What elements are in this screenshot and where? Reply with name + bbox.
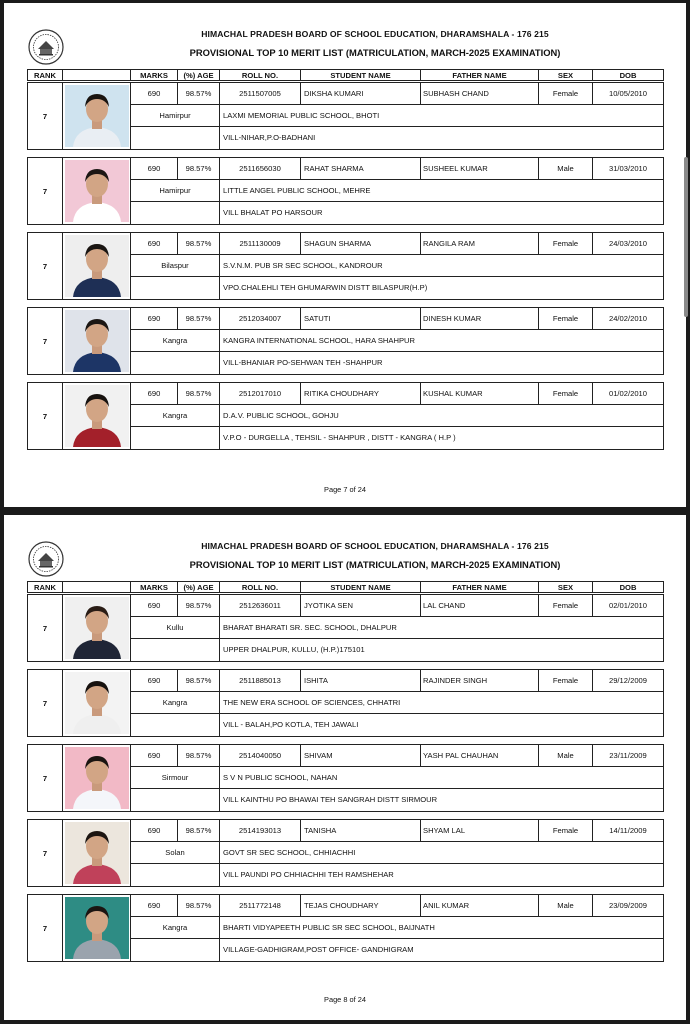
empty-cell <box>131 939 220 961</box>
student-address: VILLAGE-GADHIGRAM,POST OFFICE- GANDHIGRAM <box>223 945 414 954</box>
school-name: GOVT SR SEC SCHOOL, CHHIACHHI <box>220 842 663 864</box>
student-photo <box>63 308 131 374</box>
student-photo <box>63 595 131 661</box>
dob-value: 02/01/2010 <box>593 595 663 617</box>
sex-value: Male <box>539 895 593 917</box>
merit-list-title: PROVISIONAL TOP 10 MERIT LIST (MATRICULATION, MARCH-2025 EXAMINATION) <box>189 47 561 58</box>
student-record <box>27 232 664 300</box>
student-record <box>27 594 664 662</box>
student-photo <box>63 820 131 886</box>
student-name: ISHITA <box>301 670 421 692</box>
school-name: LAXMI MEMORIAL PUBLIC SCHOOL, BHOTI <box>220 105 663 127</box>
sex-value: Female <box>539 670 593 692</box>
hpbose-emblem-icon <box>28 541 64 577</box>
father-name: LAL CHAND <box>421 595 539 617</box>
col-father: FATHER NAME <box>421 582 539 593</box>
col-roll: ROLL NO. <box>220 582 301 593</box>
col-percent: (%) AGE <box>178 582 220 593</box>
pdf-page-8 <box>4 515 686 1020</box>
student-address: VPO.CHALEHLI TEH GHUMARWIN DISTT BILASPUR(H.P) <box>223 283 428 292</box>
percent-value: 98.57% <box>178 820 220 842</box>
marks-value: 690 <box>131 820 178 842</box>
student-photo-image <box>65 897 129 959</box>
student-photo <box>63 233 131 299</box>
student-record <box>27 819 664 887</box>
student-record <box>27 669 664 737</box>
percent-value: 98.57% <box>178 158 220 180</box>
merit-list-title: PROVISIONAL TOP 10 MERIT LIST (MATRICULATION, MARCH-2025 EXAMINATION) <box>189 559 561 570</box>
sex-value: Female <box>539 308 593 330</box>
column-headers <box>27 69 664 81</box>
empty-cell <box>131 864 220 886</box>
col-marks: MARKS <box>131 582 178 593</box>
father-name: YASH PAL CHAUHAN <box>421 745 539 767</box>
student-record <box>27 157 664 225</box>
rank-value: 7 <box>28 233 63 299</box>
student-name: DIKSHA KUMARI <box>301 83 421 105</box>
school-name: S V N PUBLIC SCHOOL, NAHAN <box>220 767 663 789</box>
rank-value: 7 <box>28 820 63 886</box>
student-name: JYOTIKA SEN <box>301 595 421 617</box>
col-rank: RANK <box>28 582 63 593</box>
district-value: Kullu <box>131 617 220 639</box>
col-name: STUDENT NAME <box>301 582 421 593</box>
dob-value: 24/03/2010 <box>593 233 663 255</box>
rank-value: 7 <box>28 158 63 224</box>
empty-cell <box>131 352 220 374</box>
empty-cell <box>131 639 220 661</box>
rank-value: 7 <box>28 745 63 811</box>
sex-value: Female <box>539 83 593 105</box>
roll-number: 2512636011 <box>220 595 301 617</box>
col-name: STUDENT NAME <box>301 70 421 81</box>
school-name: D.A.V. PUBLIC SCHOOL, GOHJU <box>220 405 663 427</box>
district-value: Kangra <box>131 405 220 427</box>
roll-number: 2512017010 <box>220 383 301 405</box>
roll-number: 2511885013 <box>220 670 301 692</box>
student-name: RAHAT SHARMA <box>301 158 421 180</box>
col-dob: DOB <box>619 583 637 592</box>
col-rank: RANK <box>28 70 63 81</box>
roll-number: 2511507005 <box>220 83 301 105</box>
student-address: VILL PAUNDI PO CHHIACHHI TEH RAMSHEHAR <box>223 870 394 879</box>
roll-number: 2514040050 <box>220 745 301 767</box>
marks-value: 690 <box>131 233 178 255</box>
student-photo-image <box>65 672 129 734</box>
percent-value: 98.57% <box>178 595 220 617</box>
col-photo <box>63 582 131 593</box>
student-photo-image <box>65 235 129 297</box>
pdf-page-7 <box>4 3 686 507</box>
sex-value: Female <box>539 820 593 842</box>
father-name: ANIL KUMAR <box>421 895 539 917</box>
page-number: Page 7 of 24 <box>324 485 366 494</box>
roll-number: 2511130009 <box>220 233 301 255</box>
student-address: VILL - BALAH,PO KOTLA, TEH JAWALI <box>223 720 359 729</box>
roll-number: 2512034007 <box>220 308 301 330</box>
col-dob: DOB <box>619 71 637 80</box>
dob-value: 23/09/2009 <box>593 895 663 917</box>
school-name: KANGRA INTERNATIONAL SCHOOL, HARA SHAHPUR <box>220 330 663 352</box>
student-photo-image <box>65 747 129 809</box>
student-name: RITIKA CHOUDHARY <box>301 383 421 405</box>
student-photo <box>63 83 131 149</box>
marks-value: 690 <box>131 308 178 330</box>
col-sex: SEX <box>539 582 593 593</box>
student-photo-image <box>65 310 129 372</box>
percent-value: 98.57% <box>178 670 220 692</box>
student-photo-image <box>65 822 129 884</box>
dob-value: 01/02/2010 <box>593 383 663 405</box>
student-address: UPPER DHALPUR, KULLU, (H.P.)175101 <box>223 645 365 654</box>
student-photo <box>63 745 131 811</box>
student-photo-image <box>65 597 129 659</box>
district-value: Sirmour <box>131 767 220 789</box>
empty-cell <box>131 277 220 299</box>
student-record <box>27 82 664 150</box>
district-value: Hamirpur <box>131 105 220 127</box>
father-name: SHYAM LAL <box>421 820 539 842</box>
empty-cell <box>131 427 220 449</box>
district-value: Solan <box>131 842 220 864</box>
roll-number: 2511772148 <box>220 895 301 917</box>
percent-value: 98.57% <box>178 233 220 255</box>
district-value: Bilaspur <box>131 255 220 277</box>
col-marks: MARKS <box>131 70 178 81</box>
col-father: FATHER NAME <box>421 70 539 81</box>
student-photo-image <box>65 85 129 147</box>
empty-cell <box>131 127 220 149</box>
rank-value: 7 <box>28 383 63 449</box>
percent-value: 98.57% <box>178 745 220 767</box>
percent-value: 98.57% <box>178 383 220 405</box>
student-name: TANISHA <box>301 820 421 842</box>
school-name: BHARAT BHARATI SR. SEC. SCHOOL, DHALPUR <box>220 617 663 639</box>
empty-cell <box>131 789 220 811</box>
student-address: V.P.O - DURGELLA , TEHSIL - SHAHPUR , DISTT - KANGRA ( H.P ) <box>223 433 456 442</box>
student-record <box>27 382 664 450</box>
rank-value: 7 <box>28 595 63 661</box>
dob-value: 14/11/2009 <box>593 820 663 842</box>
dob-value: 24/02/2010 <box>593 308 663 330</box>
school-name: THE NEW ERA SCHOOL OF SCIENCES, CHHATRI <box>220 692 663 714</box>
marks-value: 690 <box>131 83 178 105</box>
page-number: Page 8 of 24 <box>324 995 366 1004</box>
board-title: HIMACHAL PRADESH BOARD OF SCHOOL EDUCATION, DHARAMSHALA - 176 215 <box>201 541 549 551</box>
dob-value: 23/11/2009 <box>593 745 663 767</box>
school-name: S.V.N.M. PUB SR SEC SCHOOL, KANDROUR <box>220 255 663 277</box>
col-sex: SEX <box>539 70 593 81</box>
father-name: RANGILA RAM <box>421 233 539 255</box>
col-photo <box>63 70 131 81</box>
percent-value: 98.57% <box>178 308 220 330</box>
student-photo-image <box>65 160 129 222</box>
sex-value: Female <box>539 233 593 255</box>
rank-value: 7 <box>28 895 63 961</box>
student-photo <box>63 383 131 449</box>
student-photo <box>63 895 131 961</box>
student-photo-image <box>65 385 129 447</box>
student-name: TEJAS CHOUDHARY <box>301 895 421 917</box>
col-percent: (%) AGE <box>178 70 220 81</box>
marks-value: 690 <box>131 670 178 692</box>
hpbose-emblem-icon <box>28 29 64 65</box>
student-name: SATUTI <box>301 308 421 330</box>
scrollbar-thumb[interactable] <box>684 157 688 317</box>
marks-value: 690 <box>131 895 178 917</box>
board-title: HIMACHAL PRADESH BOARD OF SCHOOL EDUCATION, DHARAMSHALA - 176 215 <box>201 29 549 39</box>
sex-value: Female <box>539 383 593 405</box>
sex-value: Male <box>539 158 593 180</box>
district-value: Hamirpur <box>131 180 220 202</box>
student-name: SHIVAM <box>301 745 421 767</box>
dob-value: 29/12/2009 <box>593 670 663 692</box>
dob-value: 10/05/2010 <box>593 83 663 105</box>
roll-number: 2514193013 <box>220 820 301 842</box>
student-photo <box>63 158 131 224</box>
marks-value: 690 <box>131 383 178 405</box>
marks-value: 690 <box>131 595 178 617</box>
father-name: SUBHASH CHAND <box>421 83 539 105</box>
percent-value: 98.57% <box>178 83 220 105</box>
father-name: SUSHEEL KUMAR <box>421 158 539 180</box>
sex-value: Male <box>539 745 593 767</box>
district-value: Kangra <box>131 917 220 939</box>
district-value: Kangra <box>131 330 220 352</box>
student-address: VILL-NIHAR,P.O-BADHANI <box>223 133 316 142</box>
roll-number: 2511656030 <box>220 158 301 180</box>
father-name: KUSHAL KUMAR <box>421 383 539 405</box>
student-record <box>27 744 664 812</box>
student-address: VILL-BHANIAR PO-SEHWAN TEH -SHAHPUR <box>223 358 383 367</box>
marks-value: 690 <box>131 158 178 180</box>
dob-value: 31/03/2010 <box>593 158 663 180</box>
father-name: RAJINDER SINGH <box>421 670 539 692</box>
school-name: LITTLE ANGEL PUBLIC SCHOOL, MEHRE <box>220 180 663 202</box>
student-record <box>27 307 664 375</box>
empty-cell <box>131 202 220 224</box>
percent-value: 98.57% <box>178 895 220 917</box>
sex-value: Female <box>539 595 593 617</box>
rank-value: 7 <box>28 83 63 149</box>
marks-value: 690 <box>131 745 178 767</box>
father-name: DINESH KUMAR <box>421 308 539 330</box>
column-headers <box>27 581 664 593</box>
student-record <box>27 894 664 962</box>
student-name: SHAGUN SHARMA <box>301 233 421 255</box>
district-value: Kangra <box>131 692 220 714</box>
col-roll: ROLL NO. <box>220 70 301 81</box>
school-name: BHARTI VIDYAPEETH PUBLIC SR SEC SCHOOL, BAIJNATH <box>220 917 663 939</box>
rank-value: 7 <box>28 308 63 374</box>
rank-value: 7 <box>28 670 63 736</box>
student-address: VILL BHALAT PO HARSOUR <box>223 208 323 217</box>
student-address: VILL KAINTHU PO BHAWAI TEH SANGRAH DISTT SIRMOUR <box>223 795 438 804</box>
student-photo <box>63 670 131 736</box>
empty-cell <box>131 714 220 736</box>
